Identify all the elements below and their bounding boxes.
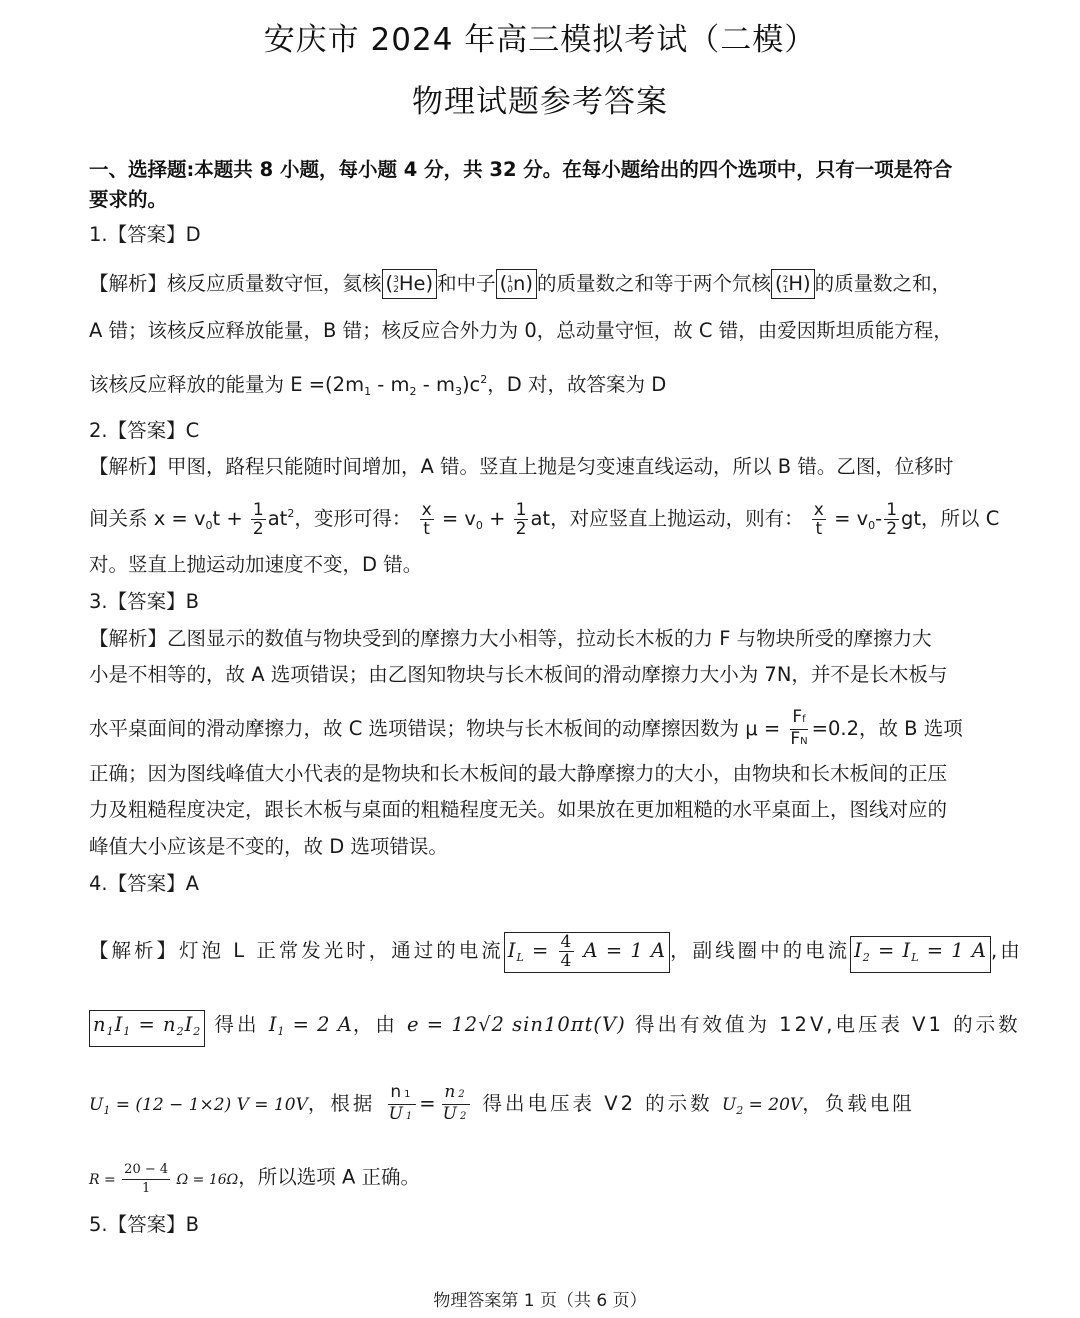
q4-text: ,由 — [991, 939, 1023, 962]
q4-explanation-line4 — [89, 1161, 994, 1198]
q4-text: 得出有效值为 12V,电压表 V1 的示数 — [634, 1013, 1021, 1036]
q3-explanation-line2: 小是不相等的，故 A 选项错误；由乙图知物块与长木板间的滑动摩擦力大小为 7N，并不是长木板与 — [89, 663, 948, 686]
q1-explanation-line3 — [89, 366, 994, 406]
q4-text: 得出电压表 V2 的示数 — [482, 1092, 713, 1115]
section-heading-line2: 要求的。 — [89, 188, 168, 211]
q2-text: gt，所以 C — [901, 507, 1000, 530]
subscript: 2 — [409, 385, 417, 398]
q4-text: ，负载电阻 — [802, 1092, 915, 1115]
q3-explanation-line3 — [89, 708, 994, 751]
n-symbol: n — [513, 272, 526, 295]
q4-text: 【解析】灯泡 L 正常发光时，通过的电流 — [89, 939, 504, 962]
current-i2-box: $I_2 = I_L = 1$ A — [850, 936, 991, 973]
q1-explanation-line2: A 错；该核反应释放能量，B 错；核反应合外力为 0，总动量守恒，故 C 错，由爱因斯坦质能方程， — [89, 319, 953, 342]
h-atomic-number: 1 — [782, 284, 789, 295]
q5-answer: 5.【答案】B — [89, 1213, 199, 1236]
helium-nucleus-box: ( 3 2 He) — [382, 269, 438, 299]
q1-text: 【解析】核反应质量数守恒，氦核 — [89, 272, 382, 295]
q2-text: ，变形可得： — [294, 507, 412, 530]
q1-text: 的质量数之和， — [814, 272, 952, 295]
subscript: 0 — [475, 519, 483, 532]
q1-text: 和中子 — [437, 272, 496, 295]
q1-text: - m — [371, 373, 410, 396]
q2-text: t + — [212, 507, 243, 530]
q2-explanation-line1: 【解析】甲图，路程只能随时间增加，A 错。竖直上抛是匀变速直线运动，所以 B 错。乙图，位移时 — [89, 455, 954, 478]
fraction: $\frac{1}{2}$ — [515, 500, 527, 539]
emf-equation: e = 12√2 sin10πt(V) — [407, 1013, 626, 1036]
i1-equation: $I_1 = 2$ A — [268, 1013, 353, 1038]
fraction: $\frac{1}{2}$ — [252, 500, 264, 539]
fraction-ff-fn: $\frac{Ff}{FN}$ — [790, 707, 808, 749]
q2-explanation-line3: 对。竖直上抛运动加速度不变，D 错。 — [89, 553, 423, 576]
he-mass-number: 3 — [393, 274, 399, 285]
he-symbol: He — [398, 272, 426, 295]
q3-explanation-line1: 【解析】乙图显示的数值与物块受到的摩擦力大小相等，拉动长木板的力 F 与物块所受的摩擦力大 — [89, 627, 932, 650]
q4-explanation-line1 — [89, 932, 1023, 973]
section-heading-line1: 一、选择题:本题共 8 小题，每小题 4 分，共 32 分。在每小题给出的四个选项中，只有一项是符合 — [89, 158, 953, 181]
q4-text: ，由 — [352, 1013, 398, 1036]
superscript: 2 — [480, 373, 488, 386]
page-title: 安庆市 2024 年高三模拟考试（二模） — [263, 22, 817, 58]
subscript: 0 — [868, 519, 876, 532]
q4-explanation-line2 — [89, 1010, 1021, 1047]
q4-text: ，所以选项 A 正确。 — [238, 1165, 421, 1189]
q3-explanation-line6: 峰值大小应该是不变的，故 D 选项错误。 — [89, 835, 448, 858]
q2-text: = v — [441, 507, 476, 530]
q1-answer: 1.【答案】D — [89, 223, 201, 246]
q1-text: - m — [416, 373, 455, 396]
q3-text: =0.2，故 B 选项 — [811, 717, 963, 740]
resistance-equation: R = $\frac{20 - 4}{1}$ Ω = 16Ω — [89, 1162, 239, 1196]
fraction: $\frac{x}{t}$ — [421, 500, 432, 539]
h-mass-number: 2 — [782, 274, 789, 285]
page-subtitle: 物理试题参考答案 — [412, 84, 668, 120]
q1-text: 的质量数之和等于两个氘核 — [536, 272, 771, 295]
q4-text: 得出 — [214, 1013, 260, 1036]
n-mass-number: 1 — [507, 274, 513, 285]
q3-explanation-line4: 正确；因为图线峰值大小代表的是物块和长木板间的最大静摩擦力的大小，由物块和长木板间的正压 — [89, 762, 948, 785]
fraction-n1-u1: $\frac{n1}{U1}$ — [388, 1082, 416, 1124]
q2-text: - — [875, 507, 883, 530]
n-atomic-number: 0 — [507, 284, 513, 295]
q1-explanation-line1 — [89, 269, 994, 299]
q2-text: + — [489, 507, 506, 530]
fraction: $\frac{1}{2}$ — [886, 500, 898, 539]
turns-current-box: $n_1I_1 = n_2I_2$ — [89, 1010, 205, 1047]
superscript: 2 — [287, 507, 295, 520]
he-atomic-number: 2 — [393, 284, 399, 295]
q3-explanation-line5: 力及粗糙程度决定，跟长木板与桌面的粗糙程度无关。如果放在更加粗糙的水平桌面上，图线对应的 — [89, 798, 948, 821]
subscript: 1 — [364, 385, 372, 398]
q2-text: = v — [834, 507, 869, 530]
q4-answer: 4.【答案】A — [89, 872, 199, 895]
q1-text: )c — [461, 373, 481, 396]
q2-text: at — [267, 507, 288, 530]
fraction: $\frac{x}{t}$ — [813, 500, 824, 539]
h-symbol: H — [788, 272, 803, 295]
q2-answer: 2.【答案】C — [89, 419, 200, 442]
q4-explanation-line3: $U_1 = (12 - 1\times 2) V = 10V$，根据 $\frac{n1}{U1}$ = $\frac{n2}{U2}$ 得出电压表 V2 的示数 $U_2 = 20V$，负载电阻 — [89, 1082, 915, 1124]
q3-answer: 3.【答案】B — [89, 590, 199, 613]
q3-text: 水平桌面间的滑动摩擦力，故 C 选项错误；物块与长木板间的动摩擦因数为 μ = — [89, 717, 781, 740]
q4-text: ，副线圈中的电流 — [670, 939, 851, 962]
page-footer: 物理答案第 1 页（共 6 页） — [433, 1291, 647, 1311]
q1-text: 该核反应释放的能量为 E =(2m — [89, 373, 365, 396]
u2-equation: $U_2 = 20V$ — [721, 1095, 803, 1117]
q2-text: at，对应竖直上抛运动，则有： — [530, 507, 804, 530]
q4-text: ，根据 — [307, 1092, 376, 1115]
subscript: 3 — [454, 385, 462, 398]
neutron-box: ( 1 0 n) — [496, 269, 537, 299]
current-il-box: $I_L$ = $\frac{4}{4}$ A = 1 A — [504, 932, 670, 973]
subscript: 0 — [205, 519, 213, 532]
fraction-n2-u2: $\frac{n2}{U2}$ — [442, 1082, 470, 1124]
u1-equation: $U_1 = (12 - 1\times 2) V = 10V$ — [89, 1095, 308, 1117]
deuterium-box: ( 2 1 H) — [771, 269, 815, 299]
q2-text: 间关系 x = v — [89, 507, 206, 530]
q2-explanation-line2 — [89, 500, 1000, 540]
q1-text: ，D 对，故答案为 D — [487, 373, 667, 396]
